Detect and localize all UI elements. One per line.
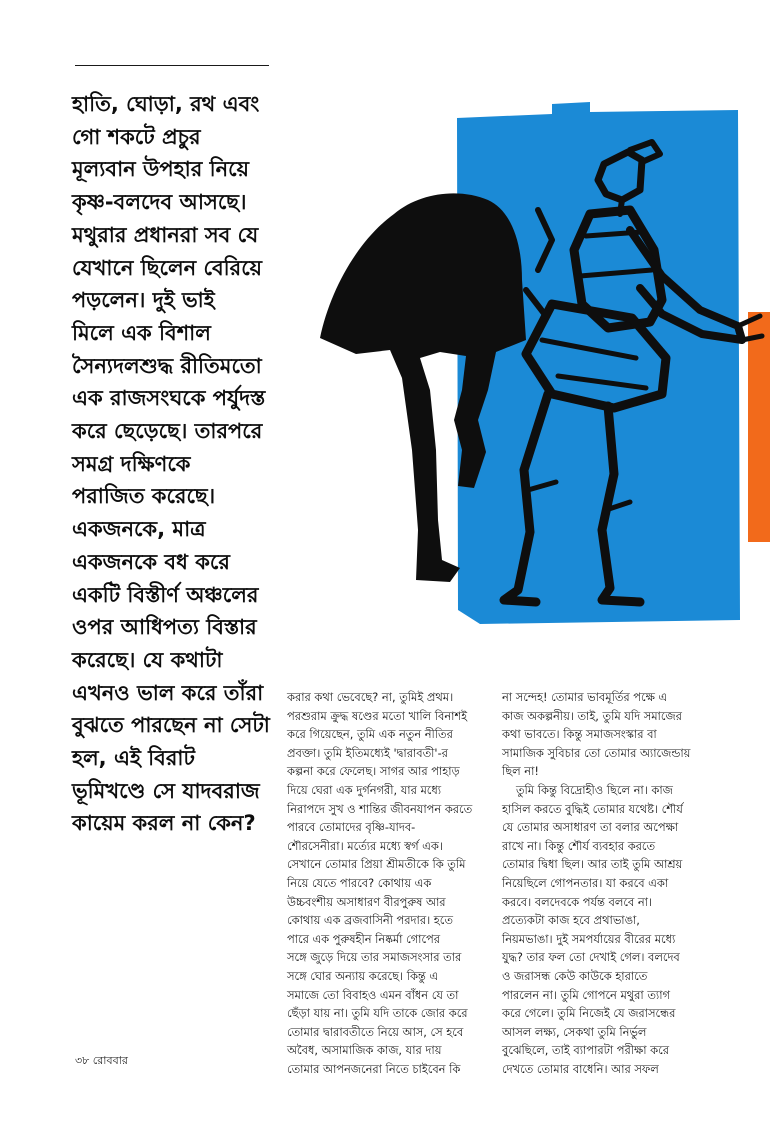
body-line: রাখে না। কিন্তু শৌর্য ব্যবহার করতে: [502, 838, 656, 853]
body-line: শৌরসেনীরা। মর্ত্যের মধ্যে স্বর্গ এক।: [287, 838, 443, 853]
body-line: অবৈধ, অসামাজিক কাজ, যার দায়: [287, 1043, 442, 1058]
body-line: করার কথা ভেবেছে? না, তুমিই প্রথম।: [287, 690, 454, 704]
pull-quote-line: সমগ্র দক্ষিণকে: [72, 451, 191, 476]
pull-quote-line: হাতি, ঘোড়া, রথ এবং: [72, 92, 260, 116]
body-line-paragraph-start: তুমি কিন্তু বিদ্রোহীও ছিলে না। কাজ: [516, 782, 673, 797]
pull-quote-line: মিলে এক বিশাল: [72, 320, 211, 345]
body-line: নিয়মভাঙা। দুই সমপর্যায়ের বীরের মধ্যে: [502, 931, 676, 946]
body-line: প্রত্যেকটা কাজ হবে প্রথাভাঙা,: [502, 913, 640, 928]
page-folio: ৩৮ রোববার: [75, 1054, 128, 1067]
body-line: ছেঁড়া যায় না। তুমি যদি তাকে জোর করে: [287, 1006, 468, 1021]
papercut-illustration: [290, 90, 770, 650]
body-line: করবে। বলদেবকে পর্যন্ত বলবে না।: [502, 894, 653, 909]
pull-quote-line: যেখানে ছিলেন বেরিয়ে: [72, 255, 263, 280]
pull-quote-line: একজনকে, মাত্র: [72, 517, 206, 542]
body-line: যে তোমার অসাধারণ তা বলার অপেক্ষা: [502, 820, 679, 835]
body-line: ও জরাসন্ধ কেউ কাউকে হারাতে: [502, 968, 648, 983]
pull-quote-line: গো শকটে প্রচুর: [72, 124, 201, 149]
pull-quote-line: কৃষ্ণ-বলদেব আসছে।: [72, 190, 247, 215]
pull-quote-line: কায়েম করল না কেন?: [72, 811, 256, 836]
body-line: ছিল না!: [502, 764, 539, 779]
body-line: তোমার দ্বারাবতীতে নিয়ে আস, সে হবে: [287, 1024, 464, 1039]
body-line: পরশুরাম ক্রুদ্ধ ষণ্ডের মতো খালি বিনাশই: [287, 708, 468, 723]
body-line: দেখতে তোমার বাধেনি। আর সফল: [502, 1061, 659, 1076]
body-line: নিয়েছিলে গোপনতার। যা করবে একা: [502, 875, 669, 890]
body-line: তোমার আপনজনেরা নিতে চাইবেন কি: [287, 1061, 461, 1076]
pull-quote-line: করেছে। যে কথাটা: [72, 647, 223, 672]
body-line: নিয়ে যেতে পারবে? কোথায় এক: [287, 875, 432, 890]
body-line: না সন্দেহ! তোমার ভাবমূর্তির পক্ষে এ: [502, 690, 668, 704]
pull-quote: [72, 88, 287, 840]
pull-quote-line: ওপর আধিপত্য বিস্তার: [72, 615, 257, 640]
pull-quote-line: একটি বিস্তীর্ণ অঞ্চলের: [72, 582, 259, 607]
pull-quote-line: এক রাজসংঘকে পর্যুদস্ত: [72, 386, 266, 411]
body-line: হাসিল করতে বুদ্ধিই তোমার যথেষ্ট। শৌর্য: [502, 801, 683, 816]
body-line: বুঝেছিলে, তাই ব্যাপারটা পরীক্ষা করে: [502, 1043, 669, 1058]
body-line: পারবে তোমাদের বৃষ্ণি-যাদব-: [287, 820, 416, 835]
body-line: দিয়ে ঘেরা এক দুর্গনগরী, যার মধ্যে: [287, 782, 442, 797]
pull-quote-line: ভূমিখণ্ডে সে যাদবরাজ: [72, 778, 260, 803]
pull-quote-line: মূল্যবান উপহার নিয়ে: [72, 157, 249, 182]
body-line: পারে এক পুরুষহীন নিষ্কর্মা গোপের: [287, 931, 441, 946]
body-line: সেখানে তোমার প্রিয়া শ্রীমতীকে কি তুমি: [287, 857, 466, 872]
body-line: আসল লক্ষ্য, সেকথা তুমি নির্ভুল: [502, 1024, 647, 1039]
body-line: যুদ্ধ? তার ফল তো দেখাই গেল। বলদেব: [502, 950, 680, 965]
pull-quote-line: করে ছেড়েছে। তারপরে: [72, 419, 263, 444]
body-line: সামাজিক সুবিচার তো তোমার অ্যাজেন্ডায়: [502, 745, 691, 760]
pull-quote-line: হল, এই বিরাট: [72, 746, 195, 771]
top-rule: [75, 65, 269, 66]
body-column-left: [287, 688, 487, 1078]
body-line: সঙ্গে জুড়ে দিয়ে তার সমাজসংসার তার: [287, 950, 462, 965]
body-line: নিরাপদে সুখ ও শান্তির জীবনযাপন করতে: [287, 801, 473, 816]
pull-quote-line: মথুরার প্রধানরা সব যে: [72, 222, 259, 247]
body-line: কাজ অকল্পনীয়। তাই, তুমি যদি সমাজের: [502, 708, 682, 723]
body-column-right: [502, 688, 724, 1078]
body-line: করে গিয়েছেন, তুমি এক নতুন নীতির: [287, 727, 453, 742]
body-line: কথা ভাবতে। কিন্তু সমাজসংস্কার বা: [502, 727, 657, 742]
pull-quote-line: সৈন্যদলশুদ্ধ রীতিমতো: [72, 353, 262, 378]
body-line: তোমার দ্বিধা ছিল। আর তাই তুমি আশ্রয়: [502, 857, 683, 872]
body-line: প্রবক্তা। তুমি ইতিমধ্যেই 'দ্বারাবতী'-র: [287, 745, 448, 760]
body-line: কল্পনা করে ফেলেছ। সাগর আর পাহাড়: [287, 764, 460, 779]
pull-quote-line: বুঝতে পারছেন না সেটা: [72, 713, 270, 738]
orange-strip: [748, 312, 770, 542]
body-line: কোথায় এক ব্রজবাসিনী পরদার। হতে: [287, 913, 453, 928]
body-line: করে গেলে। তুমি নিজেই যে জরাসন্ধের: [502, 1006, 676, 1021]
body-line: উচ্চবংশীয় অসাধারণ বীরপুরুষ আর: [287, 894, 446, 909]
body-line: সমাজে তো বিবাহও এমন বাঁধন যে তা: [287, 987, 459, 1002]
pull-quote-line: একজনকে বধ করে: [72, 549, 230, 574]
pull-quote-line: পড়লেন। দুই ভাই: [72, 288, 215, 313]
pull-quote-line: পরাজিত করেছে।: [72, 484, 216, 509]
pull-quote-line: এখনও ভাল করে তাঁরা: [72, 680, 264, 705]
body-line: সঙ্গে ঘোর অন্যায় করেছে। কিন্তু এ: [287, 968, 439, 983]
body-line: পারলেন না। তুমি গোপনে মথুরা ত্যাগ: [502, 987, 670, 1002]
